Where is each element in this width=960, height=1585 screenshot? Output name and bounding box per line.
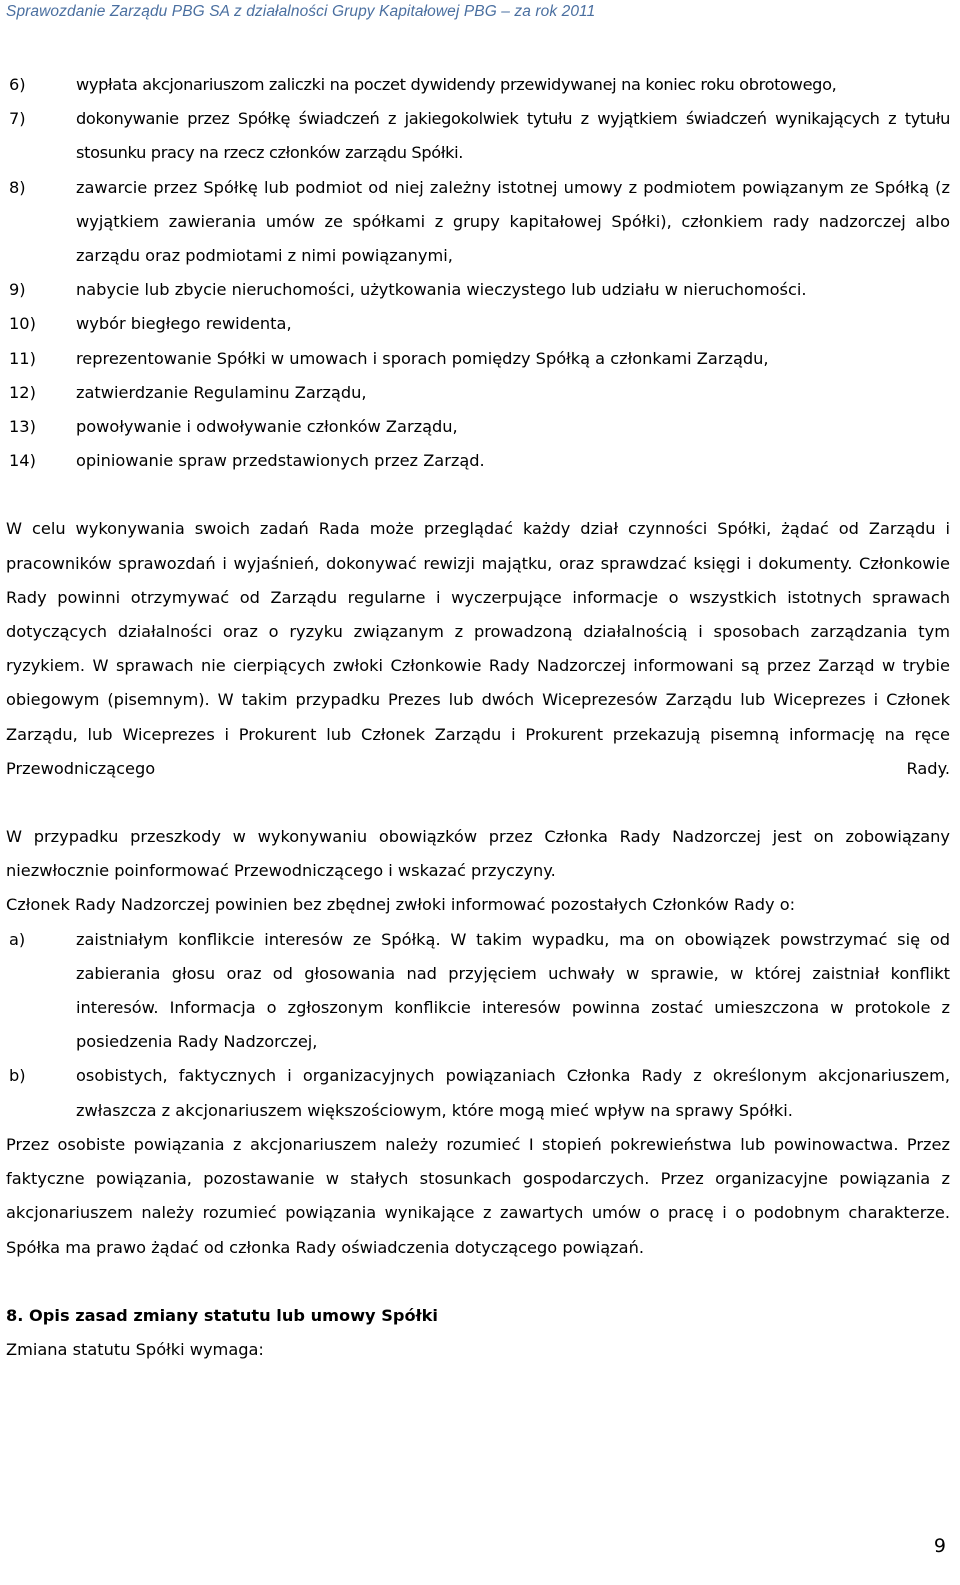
list-item-number: 8)	[9, 177, 26, 197]
list-item-number: 12)	[9, 382, 36, 402]
paragraph: W celu wykonywania swoich zadań Rada może przeglądać każdy dział czynności Spółki, żądać od Zarządu i pracowników sprawozdań i wyjaśnień, dokonywać rewizji majątku, oraz sprawdzać księgi i dokumenty. Członkowie Rady powinni otrzymywać od Zarządu regularne i wyczerpujące informacje o wszystkich istotnych sprawach dotyczących działalności oraz o ryzyku związanym z prowadzoną działalnością i sposobach zarządzania tym ryzykiem. W sprawach nie cierpiących zwłoki Członkowie Rady Nadzorczej informowani są przez Zarząd w trybie obiegowym (pisemnym). W takim przypadku Prezes lub dwóch Wiceprezesów Zarządu lub Wiceprezes i Członek Zarządu, lub Wiceprezes i Prokurent lub Członek Zarządu i Prokurent przekazują pisemną informację na ręce Przewodniczącego Rady.	[6, 519, 950, 778]
list-item-text: zatwierdzanie Regulaminu Zarządu,	[76, 382, 367, 402]
sub-list-item-letter: b)	[9, 1066, 26, 1086]
list-item-number: 7)	[9, 109, 26, 129]
list-item	[6, 376, 950, 410]
list-item-text: wypłata akcjonariuszom zaliczki na poczet dywidendy przewidywanej na koniec roku obrotowego,	[76, 75, 837, 94]
list-item-text: reprezentowanie Spółki w umowach i sporach pomiędzy Spółką a członkami Zarządu,	[76, 348, 769, 368]
page-number: 9	[933, 1535, 946, 1557]
list-item	[6, 68, 950, 102]
list-item	[6, 342, 950, 376]
sub-list-item	[6, 1059, 950, 1127]
document-header: Sprawozdanie Zarządu PBG SA z działalności Grupy Kapitałowej PBG – za rok 2011	[6, 3, 596, 20]
paragraph: Członek Rady Nadzorczej powinien bez zbędnej zwłoki informować pozostałych Członków Rady o:	[6, 895, 796, 915]
list-item-number: 10)	[9, 314, 36, 334]
spacer	[6, 478, 950, 512]
list-item-number: 11)	[9, 348, 36, 368]
list-item-text: powoływanie i odwoływanie członków Zarządu,	[76, 417, 458, 437]
list-item-text: opiniowanie spraw przedstawionych przez Zarząd.	[76, 451, 485, 471]
list-item-text: nabycie lub zbycie nieruchomości, użytkowania wieczystego lub udziału w nieruchomości.	[76, 280, 807, 300]
list-item-number: 9)	[9, 280, 26, 300]
list-item	[6, 444, 950, 478]
paragraph: Przez osobiste powiązania z akcjonariuszem należy rozumieć I stopień pokrewieństwa lub powinowactwa. Przez faktyczne powiązania, pozostawanie w stałych stosunkach gospodarczych. Przez organizacyjne powiązania z akcjonariuszem należy rozumieć powiązania wynikające z zawartych umów o pracę i o podobnym charakterze. Spółka ma prawo żądać od członka Rady oświadczenia dotyczącego powiązań.	[6, 1134, 950, 1257]
list-item	[6, 307, 950, 341]
list-item-text: dokonywanie przez Spółkę świadczeń z jakiegokolwiek tytułu z wyjątkiem świadczeń wynikających z tytułu stosunku pracy na rzecz członków zarządu Spółki.	[76, 109, 950, 163]
sub-list-item-text: osobistych, faktycznych i organizacyjnych powiązaniach Członka Rady z określonym akcjonariuszem, zwłaszcza z akcjonariuszem większościowym, które mogą mieć wpływ na sprawy Spółki.	[76, 1066, 950, 1120]
page-content	[6, 68, 950, 1367]
list-item	[6, 102, 950, 170]
list-item-number: 14)	[9, 451, 36, 471]
sub-list-item	[6, 923, 950, 1060]
list-item	[6, 273, 950, 307]
list-item-number: 13)	[9, 417, 36, 437]
list-item-number: 6)	[9, 75, 26, 94]
paragraph: Zmiana statutu Spółki wymaga:	[6, 1339, 264, 1359]
list-item-text: wybór biegłego rewidenta,	[76, 314, 292, 334]
list-item	[6, 171, 950, 274]
sub-list-item-letter: a)	[9, 929, 26, 949]
section-heading: 8. Opis zasad zmiany statutu lub umowy Spółki	[6, 1305, 438, 1325]
paragraph: W przypadku przeszkody w wykonywaniu obowiązków przez Członka Rady Nadzorczej jest on zobowiązany niezwłocznie poinformować Przewodniczącego i wskazać przyczyny.	[6, 827, 950, 881]
spacer	[6, 1265, 950, 1299]
list-item	[6, 410, 950, 444]
sub-list-item-text: zaistniałym konflikcie interesów ze Spółką. W takim wypadku, ma on obowiązek powstrzymać się od zabierania głosu oraz od głosowania nad przyjęciem uchwały w sprawie, w której zaistniał konflikt interesów. Informacja o zgłoszonym konflikcie interesów powinna zostać umieszczona w protokole z posiedzenia Rady Nadzorczej,	[76, 929, 950, 1052]
list-item-text: zawarcie przez Spółkę lub podmiot od niej zależny istotnej umowy z podmiotem powiązanym ze Spółką (z wyjątkiem zawierania umów ze spółkami z grupy kapitałowej Spółki), członkiem rady nadzorczej albo zarządu oraz podmiotami z nimi powiązanymi,	[76, 177, 950, 266]
spacer	[6, 786, 950, 820]
